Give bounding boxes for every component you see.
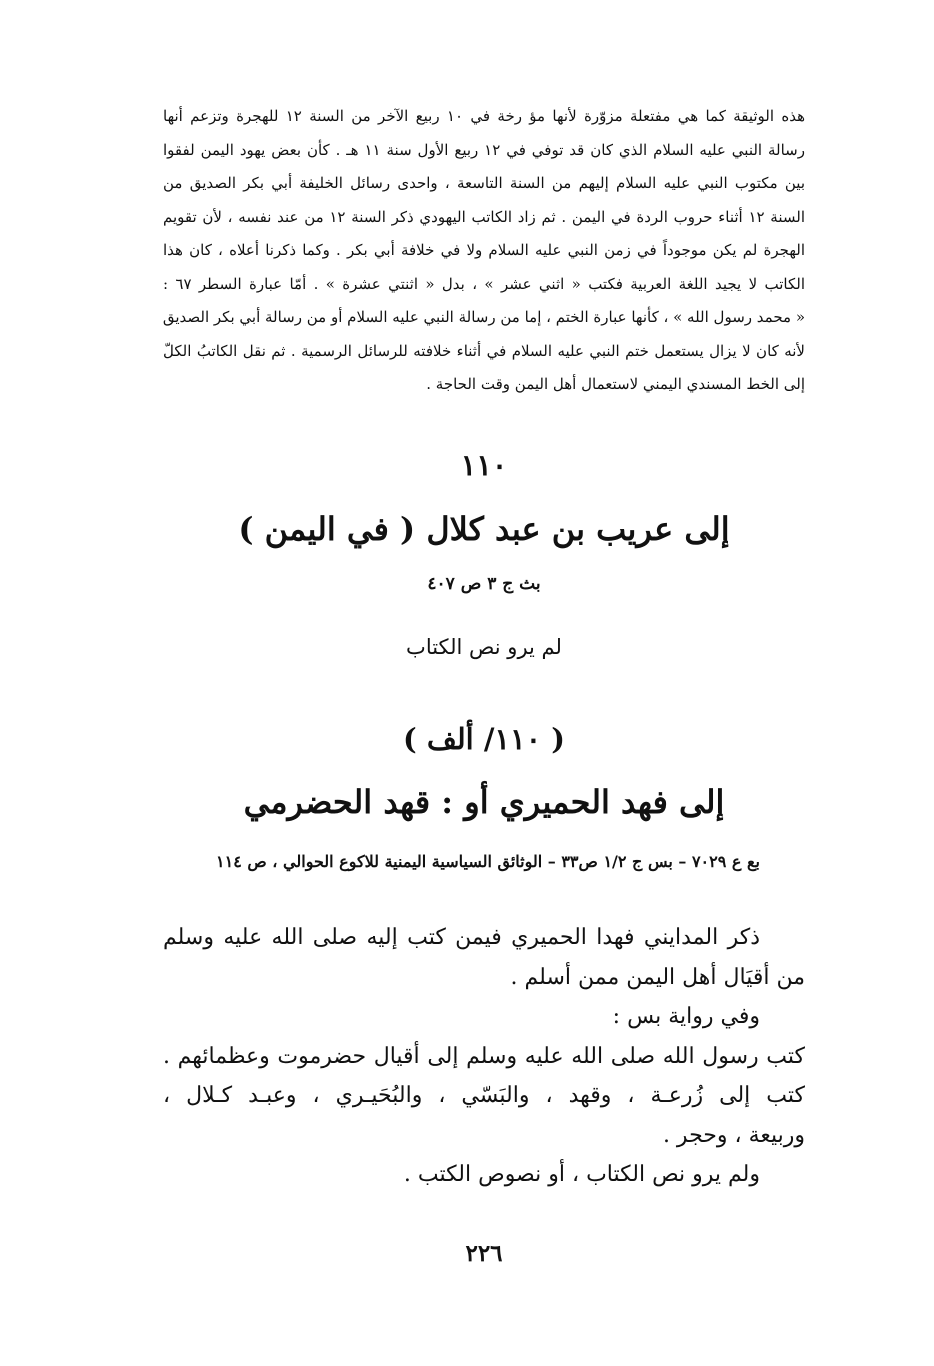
subsection-source-reference: بع ع ٧٠٢٩ – بس ج ١/٢ ص٣٣ – الوثائق السياسية اليمنية للاكوع الحوالي ، ص ١١٤ [216,852,760,871]
footnote-paragraph [163,100,805,402]
body-line: ولم يرو نص الكتاب ، أو نصوص الكتب . [403,1162,760,1187]
body-line: وربيعة ، وحجر . [662,1122,805,1148]
body-paragraph [163,918,805,1195]
body-line: كتب إلى زُرعـة ، وقهد ، والبَسّي ، والبُحَيـري ، وعبـد كـلال ، [163,1083,805,1108]
footnote-line: الكاتب لا يجيد اللغة العربية فكتب « اثني عشر » ، بدل « اثنتي عشرة » . أمّا عبارة السطر ٦٧ : [163,274,805,293]
footnote-line: هذه الوثيقة كما هي مفتعلة مزوّرة لأنها مؤ رخة في ١٠ ربيع الآخر من السنة ١٢ للهجرة وتزعم أنها [163,107,805,125]
body-line: ذكر المدايني فهدا الحميري فيمن كتب إليه صلى الله عليه وسلم [163,925,760,950]
body-line: من أقيَال أهل اليمن ممن أسلم . [510,964,805,990]
footnote-line: إلى الخط المسندي اليمني لاستعمال أهل اليمن وقت الحاجة . [426,375,805,393]
body-line: كتب رسول الله صلى الله عليه وسلم إلى أقيال حضرموت وعظمائهم . [163,1043,805,1069]
page-number: ٢٢٦ [465,1240,503,1267]
body-line: وفي رواية بس : [612,1004,760,1029]
footnote-line: « محمد رسول الله » ، كأنها عبارة الختم ، إما من رسالة النبي عليه السلام أو من رسالة أبي بكر الصديق [162,308,805,326]
footnote-line: بين مكتوب النبي عليه السلام إليهم من السنة التاسعة ، واحدى رسائل الخليفة أبي بكر الصديق من [163,174,805,192]
footnote-line: رسالة النبي عليه السلام الذي كان قد توفي في ١٢ ربيع الأول سنة ١١ هـ . كأن بعض يهود اليمن لفقوا [163,140,805,159]
footnote-line: الهجرة لم يكن موجوداً في زمن النبي عليه السلام ولا في خلافة أبي بكر . وكما ذكرنا أعلاه ، كان هذا [163,241,805,259]
subsection-title: إلى فهد الحميري أو : قهد الحضرمي [243,783,725,821]
footnote-line: لأنه كان لا يزال يستعمل ختم النبي عليه السلام في أثناء خلافته للرسائل الرسمية . ثم نقل الكاتبُ الكلّ [163,341,805,360]
section-title: إلى عريب بن عبد كلال ( في اليمن ) [238,510,730,548]
footnote-line: السنة ١٢ أثناء حروب الردة في اليمن . ثم زاد الكاتب اليهودي ذكر السنة ١٢ من عند نفسه ، لأن تقويم [163,207,805,226]
section-number: ١١٠ [460,448,508,482]
section-source-reference: بث ج ٣ ص ٤٠٧ [427,574,541,594]
subsection-number: ( ١١٠/ ألف ) [403,722,565,756]
section-note: لم يرو نص الكتاب [406,635,562,659]
